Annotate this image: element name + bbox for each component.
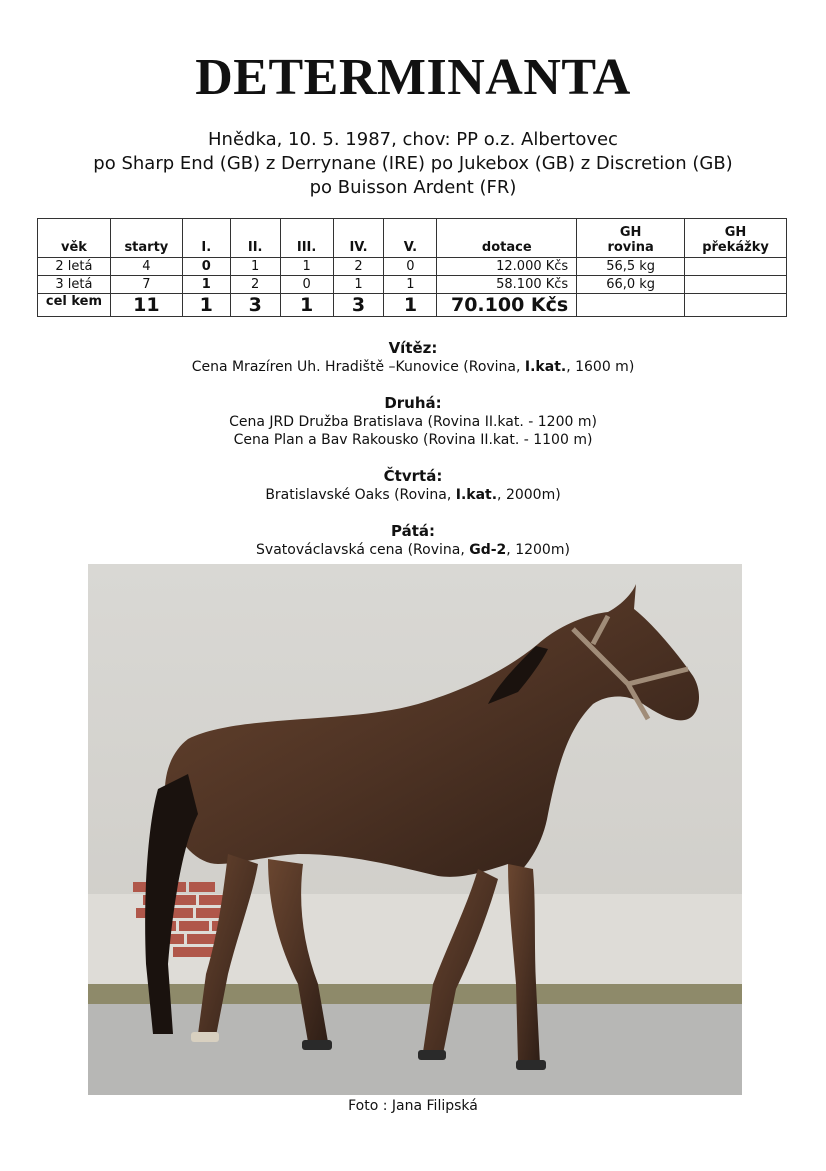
cell-total-prize: 70.100 Kčs <box>437 294 577 317</box>
table-row <box>38 258 787 276</box>
cell-place-3: 1 <box>280 258 333 276</box>
race-results-section <box>0 338 826 576</box>
header-starts: starty <box>110 219 182 258</box>
horse-photo-illustration <box>88 564 742 1095</box>
table-row <box>38 276 787 294</box>
header-place-3: III. <box>280 219 333 258</box>
photo-caption: Foto : Jana Filipská <box>348 1098 478 1114</box>
winner-race-1-distance: , 1600 m) <box>566 359 635 375</box>
fourth-group <box>0 466 826 504</box>
horse-name-title: DETERMINANTA <box>195 49 631 106</box>
cell-place-3: 0 <box>280 276 333 294</box>
cell-place-2: 1 <box>230 258 280 276</box>
pedigree-line-3: po Buisson Ardent (FR) <box>309 177 517 198</box>
cell-gh-flat: 66,0 kg <box>577 276 685 294</box>
grass-strip <box>88 984 742 1006</box>
cell-total-label: cel kem <box>38 294 111 317</box>
winner-race-1-class: I.kat. <box>524 359 567 375</box>
winner-race-1 <box>0 358 826 376</box>
fifth-race-1-text: Svatováclavská cena (Rovina, <box>256 542 470 558</box>
fourth-heading: Čtvrtá: <box>383 467 443 485</box>
pedigree-line-2: po Sharp End (GB) z Derrynane (IRE) po Jukebox (GB) z Discretion (GB) <box>93 153 733 174</box>
cell-total-starts: 11 <box>110 294 182 317</box>
cell-starts: 4 <box>110 258 182 276</box>
cell-gh-jump <box>685 258 787 276</box>
cell-place-1: 1 <box>182 276 230 294</box>
header-gh-flat-line1: GH <box>619 225 642 240</box>
pedigree-line-1: Hnědka, 10. 5. 1987, chov: PP o.z. Albertovec <box>208 129 618 150</box>
header-prize: dotace <box>437 219 577 258</box>
fourth-race-1-class: I.kat. <box>455 487 498 503</box>
cell-place-2: 2 <box>230 276 280 294</box>
cell-place-4: 1 <box>333 276 384 294</box>
fifth-group <box>0 521 826 559</box>
header-gh-jump-line1: GH <box>724 225 747 240</box>
cell-total-place-1: 1 <box>182 294 230 317</box>
fifth-race-1 <box>0 541 826 559</box>
fifth-race-1-class: Gd-2 <box>469 542 507 558</box>
cell-age: 3 letá <box>38 276 111 294</box>
header-age: věk <box>38 219 111 258</box>
fourth-race-1-distance: , 2000m) <box>497 487 561 503</box>
cell-total-place-3: 1 <box>280 294 333 317</box>
header-place-2: II. <box>230 219 280 258</box>
fifth-race-1-distance: , 1200m) <box>506 542 570 558</box>
header-gh-jump-line2: překážky <box>702 240 769 255</box>
cell-total-place-4: 3 <box>333 294 384 317</box>
header-gh-jump <box>685 219 787 258</box>
winner-race-1-text: Cena Mrazíren Uh. Hradiště –Kunovice (Rovina, <box>191 359 525 375</box>
pedigree-block <box>0 128 826 200</box>
second-heading: Druhá: <box>384 394 442 412</box>
horse-photo <box>88 564 742 1095</box>
second-race-2: Cena Plan a Bav Rakousko (Rovina II.kat. - 1100 m) <box>233 432 593 448</box>
cell-age: 2 letá <box>38 258 111 276</box>
race-statistics-table <box>37 218 787 317</box>
winner-heading: Vítěz: <box>388 339 438 357</box>
header-gh-flat <box>577 219 685 258</box>
cell-starts: 7 <box>110 276 182 294</box>
cell-place-4: 2 <box>333 258 384 276</box>
header-place-5: V. <box>384 219 437 258</box>
table-header-row <box>38 219 787 258</box>
cell-gh-jump <box>685 276 787 294</box>
cell-place-5: 0 <box>384 258 437 276</box>
fourth-race-1 <box>0 486 826 504</box>
cell-prize: 58.100 Kčs <box>437 276 577 294</box>
cell-gh-flat: 56,5 kg <box>577 258 685 276</box>
header-place-1: I. <box>182 219 230 258</box>
cell-prize: 12.000 Kčs <box>437 258 577 276</box>
fourth-race-1-text: Bratislavské Oaks (Rovina, <box>265 487 456 503</box>
second-group <box>0 393 826 449</box>
cell-place-5: 1 <box>384 276 437 294</box>
cell-total-place-5: 1 <box>384 294 437 317</box>
winner-group <box>0 338 826 376</box>
cell-total-place-2: 3 <box>230 294 280 317</box>
cell-place-1: 0 <box>182 258 230 276</box>
cell-total-gh-flat <box>577 294 685 317</box>
pavement <box>88 1004 742 1095</box>
table-total-row <box>38 294 787 317</box>
second-race-1: Cena JRD Družba Bratislava (Rovina II.kat. - 1200 m) <box>229 414 597 430</box>
fifth-heading: Pátá: <box>390 522 435 540</box>
header-gh-flat-line2: rovina <box>607 240 654 255</box>
header-place-4: IV. <box>333 219 384 258</box>
cell-total-gh-jump <box>685 294 787 317</box>
